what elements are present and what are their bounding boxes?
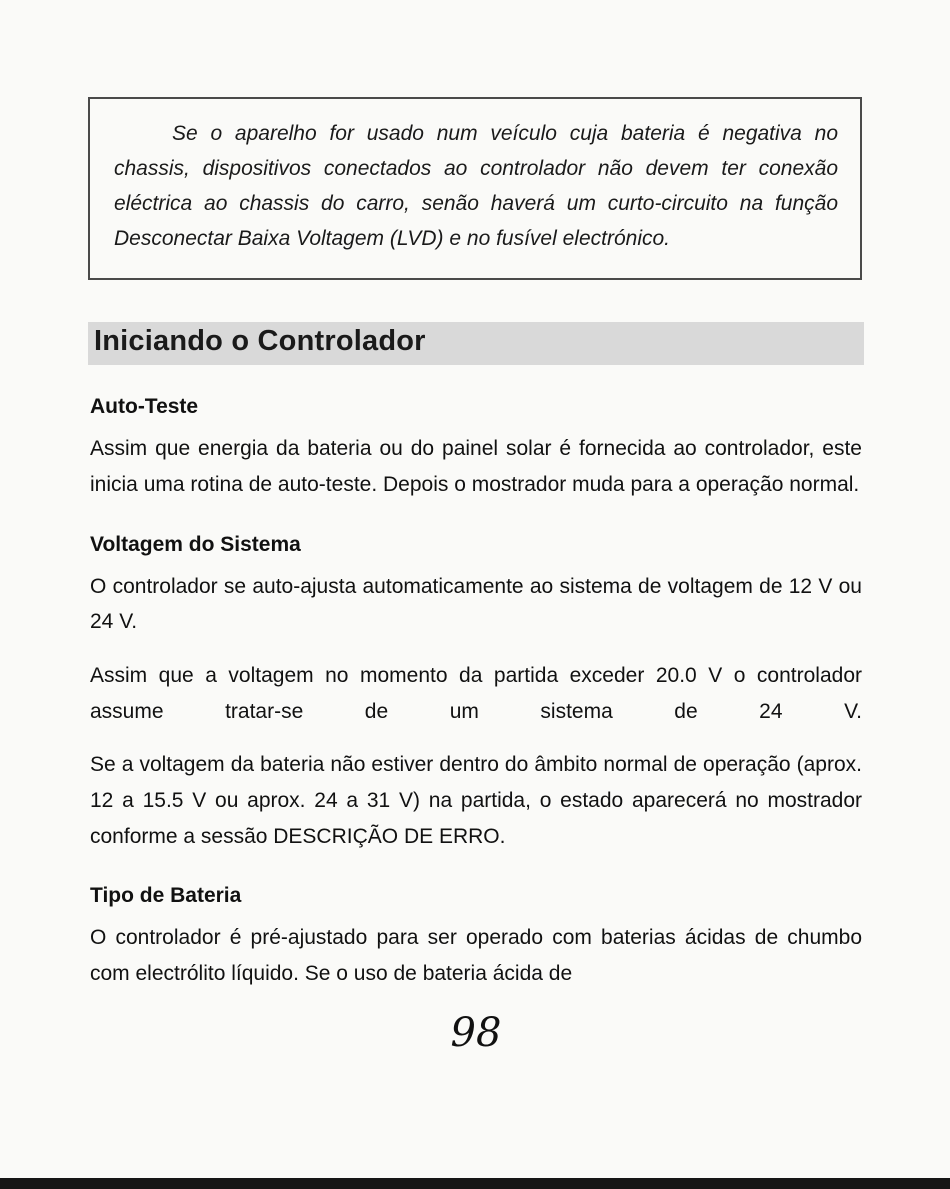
warning-notice-box bbox=[88, 97, 862, 280]
paragraph: Assim que a voltagem no momento da partida exceder 20.0 V o controlador assume tratar-se de um sistema de 24 V. bbox=[90, 664, 862, 723]
footer-bar-decoration bbox=[0, 1178, 950, 1189]
paragraph: Assim que energia da bateria ou do painel solar é fornecida ao controlador, este inicia uma rotina de auto-teste. Depois o mostrador muda para a operação normal. bbox=[90, 437, 862, 496]
section-title: Iniciando o Controlador bbox=[94, 325, 426, 358]
page-number: 98 bbox=[450, 1009, 502, 1056]
paragraph: O controlador é pré-ajustado para ser operado com baterias ácidas de chumbo com electrólito líquido. Se o uso de bateria ácida de bbox=[90, 926, 862, 986]
subheading-tipo-de-bateria: Tipo de Bateria bbox=[90, 884, 242, 908]
warning-notice-text: Se o aparelho for usado num veículo cuja bateria é negativa no chassis, dispositivos conectados ao controlador não devem ter conexão eléctrica ao chassis do carro, senão haverá um curto-circuito na função Desconectar Baixa Voltagem (LVD) e no fusível electrónico. bbox=[114, 122, 838, 251]
paragraph: O controlador se auto-ajusta automaticamente ao sistema de voltagem de 12 V ou 24 V. bbox=[90, 574, 862, 634]
body-content bbox=[90, 395, 862, 1056]
section-header-bar bbox=[88, 322, 864, 365]
paragraph: Se a voltagem da bateria não estiver dentro do âmbito normal de operação (aprox. 12 a 15.5 V ou aprox. 24 a 31 V) na partida, o estado aparecerá no mostrador conforme a sessão DESCRIÇÃO DE ERRO. bbox=[90, 753, 862, 848]
subheading-auto-teste: Auto-Teste bbox=[90, 395, 199, 419]
subheading-voltagem-do-sistema: Voltagem do Sistema bbox=[90, 532, 301, 556]
